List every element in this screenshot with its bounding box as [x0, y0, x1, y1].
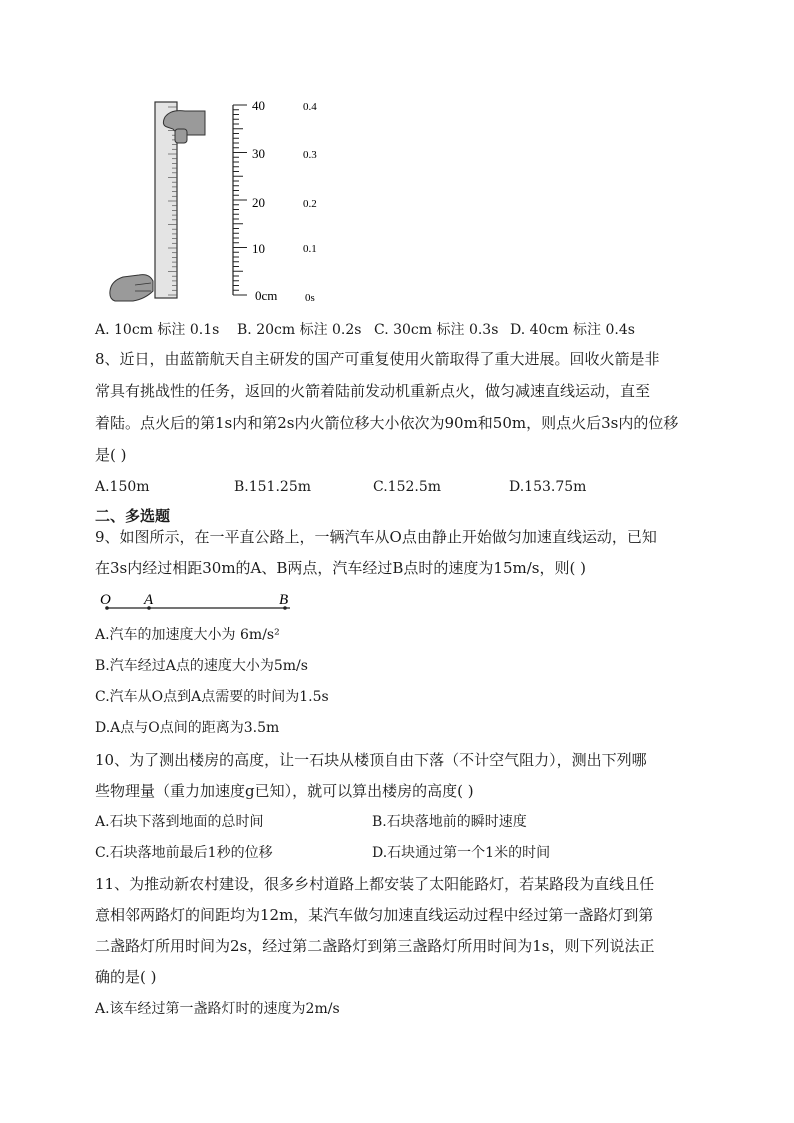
q7-options — [95, 320, 695, 340]
q8-option-b[interactable]: B.151.25m — [234, 479, 311, 495]
time-label-01: 0.1 — [303, 243, 317, 255]
q9-text-line-2: 在3s内经过相距30m的A、B两点，汽车经过B点时的速度为15m/s，则( ) — [95, 559, 586, 577]
scale-label-10: 10 — [252, 241, 265, 256]
q9-text-line-1: 9、如图所示，在一平直公路上，一辆汽车从O点由静止开始做匀加速直线运动，已知 — [95, 528, 657, 546]
scale-label-30: 30 — [252, 146, 265, 161]
ruler-figure — [105, 95, 345, 315]
q9-diagram — [95, 588, 305, 614]
ruler — [155, 102, 177, 298]
q10-option-d[interactable]: D.石块通过第一个1米的时间 — [372, 845, 551, 861]
q10-option-c[interactable]: C.石块落地前最后1秒的位移 — [95, 845, 273, 861]
time-label-0: 0s — [305, 292, 315, 304]
q8-text-line-1: 8、近日，由蓝箭航天自主研发的国产可重复使用火箭取得了重大进展。回收火箭是非 — [95, 350, 660, 368]
q10-option-a[interactable]: A.石块下落到地面的总时间 — [95, 814, 264, 830]
q7-option-b[interactable]: B. 20cm 标注 0.2s — [237, 322, 362, 338]
q10-options-row-1 — [95, 812, 695, 832]
scale-ticks — [233, 105, 247, 295]
q8-text-line-2: 常具有挑战性的任务，返回的火箭着陆前发动机重新点火，做匀减速直线运动，直至 — [95, 382, 651, 400]
q10-text-line-2: 些物理量（重力加速度g已知），就可以算出楼房的高度( ) — [95, 782, 474, 800]
q10-options-row-2 — [95, 843, 695, 863]
q10-option-b[interactable]: B.石块落地前的瞬时速度 — [372, 814, 527, 830]
scale-label-0: 0cm — [255, 288, 278, 303]
q7-option-c[interactable]: C. 30cm 标注 0.3s — [374, 322, 499, 338]
q9-option-c[interactable]: C.汽车从O点到A点需要的时间为1.5s — [95, 689, 329, 705]
q9-option-d[interactable]: D.A点与O点间的距离为3.5m — [95, 720, 280, 736]
scale-label-20: 20 — [252, 195, 265, 210]
point-o-label: O — [100, 592, 111, 608]
q8-option-a[interactable]: A.150m — [95, 479, 150, 495]
point-a-label: A — [144, 592, 154, 608]
bottom-hand-icon — [110, 275, 153, 301]
q8-option-c[interactable]: C.152.5m — [373, 479, 442, 495]
q11-text-line-4: 确的是( ) — [95, 968, 157, 986]
time-label-04: 0.4 — [303, 101, 317, 113]
q8-options — [95, 477, 695, 497]
q9-option-b[interactable]: B.汽车经过A点的速度大小为5m/s — [95, 658, 308, 674]
point-b-label: B — [279, 592, 289, 608]
q11-option-a[interactable]: A.该车经过第一盏路灯时的速度为2m/s — [95, 1001, 340, 1017]
q10-text-line-1: 10、为了测出楼房的高度，让一石块从楼顶自由下落（不计空气阻力），测出下列哪 — [95, 751, 647, 769]
q9-option-a[interactable]: A.汽车的加速度大小为 6m/s² — [95, 627, 280, 643]
q7-option-a[interactable]: A. 10cm 标注 0.1s — [95, 322, 220, 338]
q11-text-line-2: 意相邻两路灯的间距均为12m，某汽车做匀加速直线运动过程中经过第一盏路灯到第 — [95, 906, 654, 924]
q11-text-line-3: 二盏路灯所用时间为2s，经过第二盏路灯到第三盏路灯所用时间为1s，则下列说法正 — [95, 937, 655, 955]
section-title: 二、多选题 — [95, 507, 171, 525]
q7-option-d[interactable]: D. 40cm 标注 0.4s — [510, 322, 635, 338]
time-label-03: 0.3 — [303, 149, 317, 161]
q8-text-line-3: 着陆。点火后的第1s内和第2s内火箭位移大小依次为90m和50m，则点火后3s内的位移 — [95, 414, 679, 432]
time-label-02: 0.2 — [303, 198, 317, 210]
q11-text-line-1: 11、为推动新农村建设，很多乡村道路上都安装了太阳能路灯，若某路段为直线且任 — [95, 875, 655, 893]
q8-option-d[interactable]: D.153.75m — [509, 479, 587, 495]
q8-text-line-4: 是( ) — [95, 446, 127, 464]
scale-label-40: 40 — [252, 98, 265, 113]
